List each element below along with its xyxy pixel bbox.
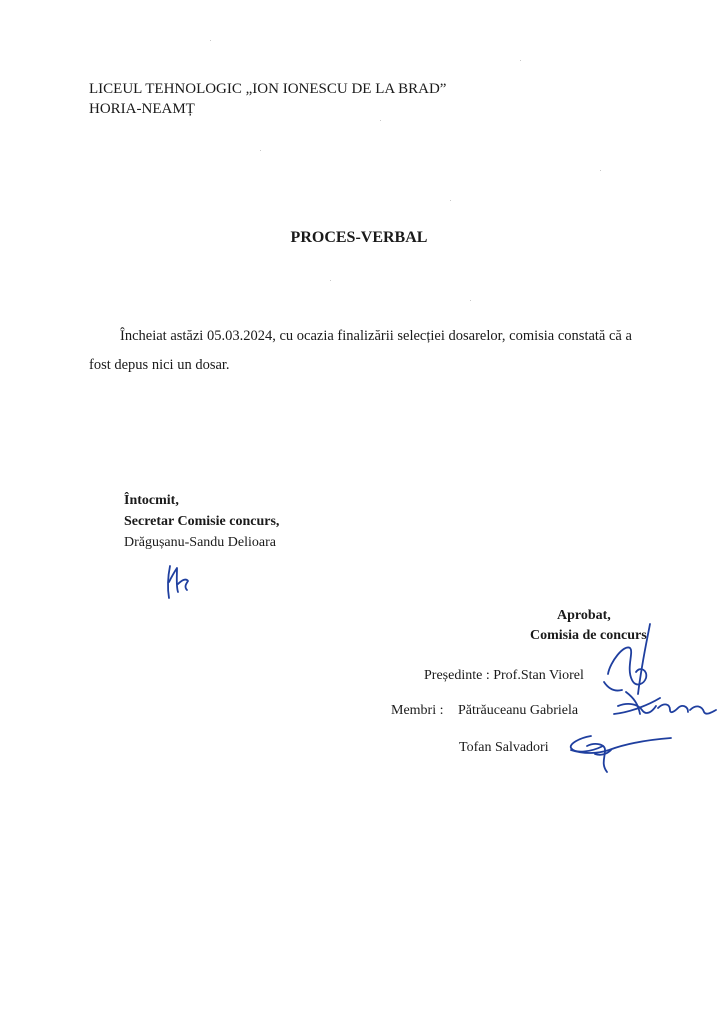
- scan-speck: [210, 40, 211, 41]
- institution-name: LICEUL TEHNOLOGIC „ION IONESCU DE LA BRAD”: [89, 81, 447, 97]
- member-1-name: Pătrăuceanu Gabriela: [458, 703, 579, 718]
- paragraph-line-2: fost depus nici un dosar.: [89, 357, 230, 373]
- scan-speck: [260, 150, 261, 151]
- president-row: [424, 668, 584, 684]
- president-label: Președinte :: [424, 668, 494, 683]
- scan-speck: [450, 200, 451, 201]
- paragraph-line-1: Încheiat astăzi 05.03.2024, cu ocazia finalizării selecției dosarelor, comisia constată că a: [120, 328, 632, 344]
- member-1-signature: [608, 684, 718, 724]
- scan-speck: [600, 170, 601, 171]
- institution-location: HORIA-NEAMȚ: [89, 101, 195, 117]
- scan-speck: [380, 120, 381, 121]
- scan-speck: [330, 280, 331, 281]
- secretary-signature: [160, 562, 200, 602]
- document-title: PROCES-VERBAL: [290, 229, 428, 246]
- approved-label: Aprobat,: [557, 608, 611, 623]
- secretary-role: Secretar Comisie concurs,: [124, 514, 280, 529]
- committee-label: Comisia de concurs: [530, 628, 647, 643]
- secretary-name: Drăgușanu-Sandu Delioara: [124, 535, 277, 550]
- president-name: Prof.Stan Viorel: [493, 668, 584, 683]
- scan-speck: [470, 300, 471, 301]
- scan-speck: [520, 60, 521, 61]
- members-label: Membri :: [391, 703, 444, 718]
- member-2-name: Tofan Salvadori: [459, 740, 549, 755]
- member-2-signature: [565, 728, 675, 776]
- prepared-by-label: Întocmit,: [124, 493, 179, 508]
